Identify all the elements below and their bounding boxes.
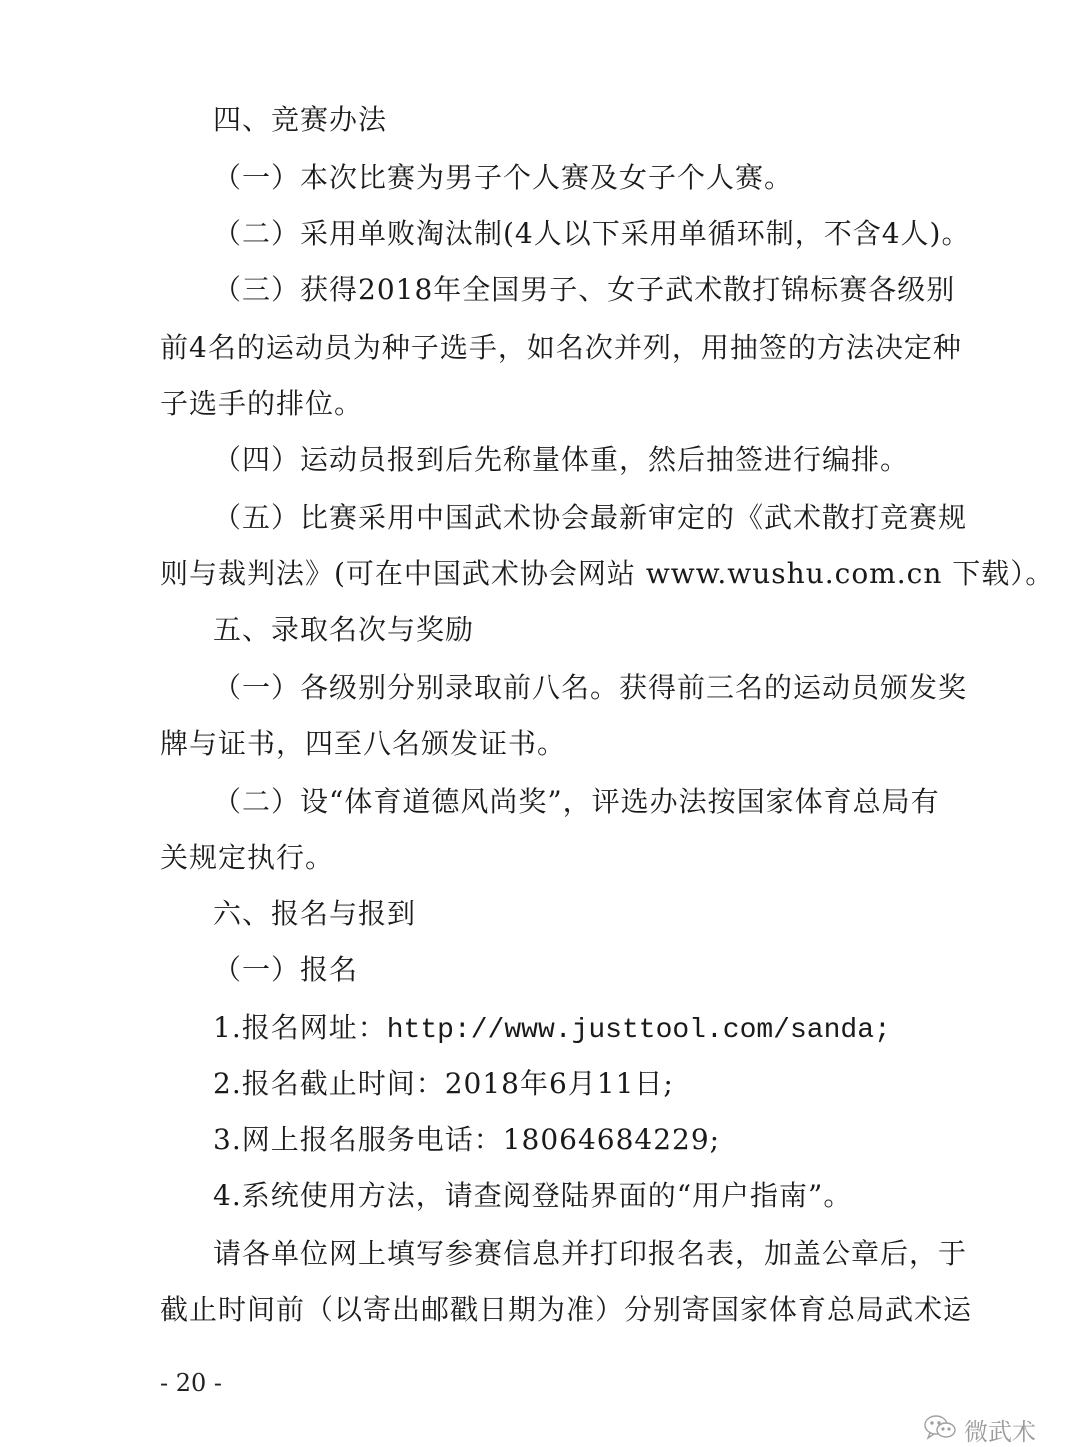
page-number: - 20 - (160, 1369, 223, 1397)
registration-url-label: 1.报名网址： (213, 1011, 387, 1044)
system-usage-text: 4.系统使用方法，请查阅登陆界面的“用户指南”。 (213, 1179, 853, 1212)
paragraph-line: （二）采用单败淘汰制(4人以下采用单循环制，不含4人)。 (213, 217, 971, 250)
section-heading-4: 四、竞赛办法 (213, 103, 388, 136)
registration-deadline-label: 2.报名截止时间： (213, 1067, 445, 1100)
watermark (922, 1412, 1036, 1447)
wechat-icon (922, 1413, 958, 1447)
registration-url-link[interactable]: http://www.justtool.com/sanda; (386, 1015, 891, 1046)
paragraph-line: 则与裁判法》(可在中国武术协会网站 www.wushu.com.cn 下载）。 (160, 557, 1055, 590)
registration-deadline-line (213, 1066, 674, 1102)
registration-url-line (213, 1010, 891, 1049)
paragraph-line: 前4名的运动员为种子选手，如名次并列，用抽签的方法决定种 (160, 331, 962, 364)
paragraph-line: （三）获得2018年全国男子、女子武术散打锦标赛各级别 (213, 273, 956, 306)
registration-phone-line (213, 1122, 720, 1158)
paragraph-line: 截止时间前（以寄出邮戳日期为准）分别寄国家体育总局武术运 (160, 1293, 973, 1326)
paragraph-line: （四）运动员报到后先称量体重，然后抽签进行编排。 (213, 443, 910, 476)
paragraph-line: （五）比赛采用中国武术协会最新审定的《武术散打竞赛规 (213, 501, 968, 534)
system-usage-line (213, 1178, 852, 1214)
registration-phone-value: 18064684229; (502, 1123, 721, 1156)
paragraph-line: 关规定执行。 (160, 841, 335, 874)
section-heading-5: 五、录取名次与奖励 (213, 613, 475, 646)
subheading-registration: （一）报名 (213, 953, 359, 986)
paragraph-line: （二）设“体育道德风尚奖”，评选办法按国家体育总局有 (213, 785, 940, 818)
paragraph-line: 牌与证书，四至八名颁发证书。 (160, 727, 567, 760)
paragraph-line: （一）各级别分别录取前八名。获得前三名的运动员颁发奖 (213, 671, 968, 704)
paragraph-line: 子选手的排位。 (160, 387, 364, 420)
section-heading-6: 六、报名与报到 (213, 897, 417, 930)
watermark-text: 微武术 (964, 1418, 1036, 1446)
registration-deadline-value: 2018年6月11日; (444, 1067, 674, 1100)
paragraph-line: 请各单位网上填写参赛信息并打印报名表，加盖公章后，于 (213, 1237, 968, 1270)
registration-phone-label: 3.网上报名服务电话： (213, 1123, 503, 1156)
paragraph-line: （一）本次比赛为男子个人赛及女子个人赛。 (213, 161, 794, 194)
